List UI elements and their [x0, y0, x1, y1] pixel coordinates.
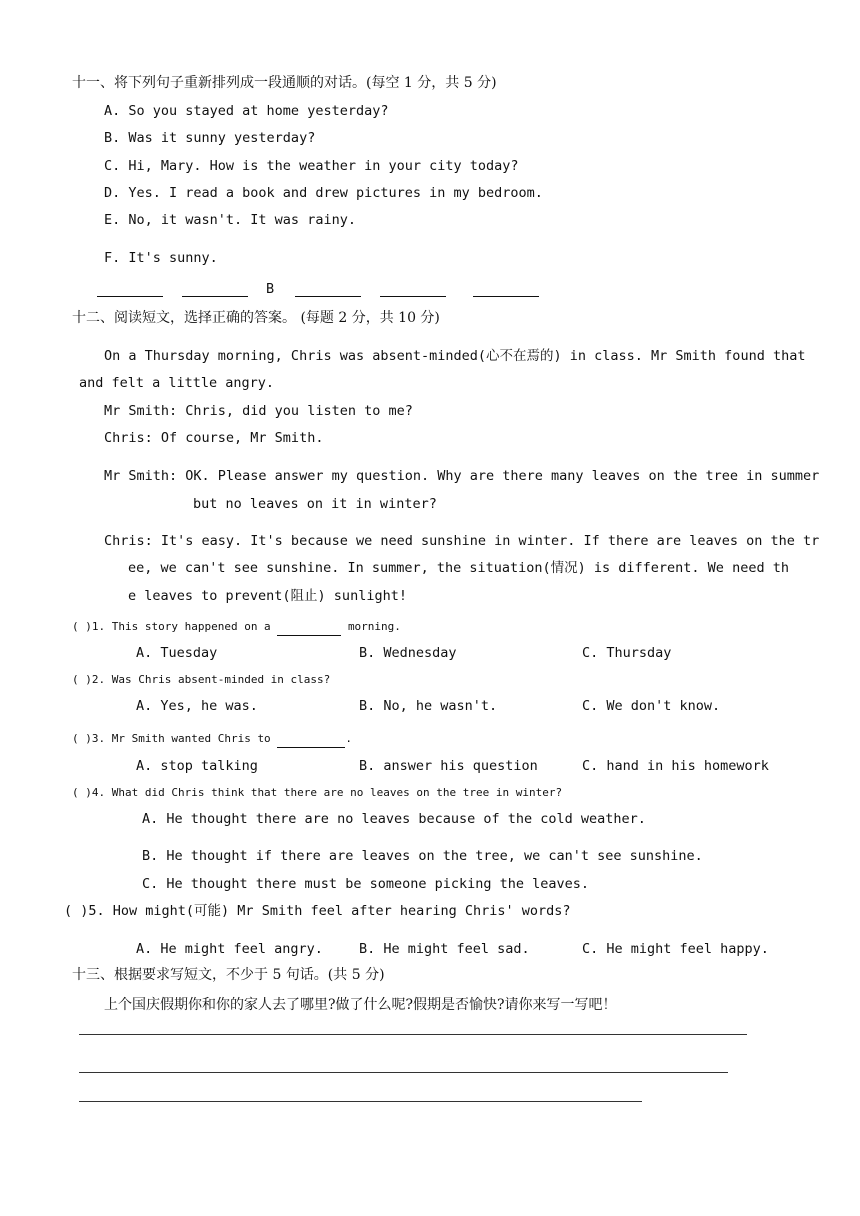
- answer-blank-3[interactable]: [295, 296, 361, 297]
- option-b[interactable]: B. Wednesday: [359, 645, 457, 661]
- sentence-d: D. Yes. I read a book and drew pictures in my bedroom.: [104, 185, 543, 201]
- answer-blank-2[interactable]: [182, 296, 248, 297]
- dialogue-line: Chris: Of course, Mr Smith.: [104, 430, 324, 446]
- section-12-heading: 十二、阅读短文，选择正确的答案。 (每题 2 分，共 10 分): [72, 310, 440, 326]
- passage-line: On a Thursday morning, Chris was absent-minded(心不在焉的) in class. Mr Smith found that: [104, 348, 806, 364]
- sentence-e: E. No, it wasn't. It was rainy.: [104, 212, 356, 228]
- answer-paren[interactable]: ( ): [72, 786, 92, 799]
- writing-line-1[interactable]: [79, 1034, 747, 1035]
- answer-blank-5[interactable]: [473, 296, 539, 297]
- answer-blank-4[interactable]: [380, 296, 446, 297]
- question-4: ( )4. What did Chris think that there are no leaves on the tree in winter?: [72, 786, 563, 799]
- writing-line-2[interactable]: [79, 1072, 728, 1073]
- answer-paren[interactable]: ( ): [72, 673, 92, 686]
- question-5: ( )5. How might(可能) Mr Smith feel after hearing Chris' words?: [64, 903, 571, 919]
- option-a[interactable]: A. Yes, he was.: [136, 698, 258, 714]
- answer-blank-1[interactable]: [97, 296, 163, 297]
- option-a[interactable]: A. He thought there are no leaves because of the cold weather.: [142, 811, 646, 827]
- answer-given-b: B: [266, 281, 275, 297]
- dialogue-line: but no leaves on it in winter?: [193, 496, 437, 512]
- question-2: ( )2. Was Chris absent-minded in class?: [72, 673, 331, 686]
- option-a[interactable]: A. Tuesday: [136, 645, 218, 661]
- option-c[interactable]: C. hand in his homework: [582, 758, 769, 774]
- option-c[interactable]: C. He might feel happy.: [582, 941, 769, 957]
- dialogue-line: Mr Smith: OK. Please answer my question. Why are there many leaves on the tree in summer: [104, 468, 820, 484]
- option-a[interactable]: A. He might feel angry.: [136, 941, 323, 957]
- answer-paren[interactable]: ( ): [64, 903, 89, 919]
- option-b[interactable]: B. He thought if there are leaves on the tree, we can't see sunshine.: [142, 848, 703, 864]
- writing-prompt: 上个国庆假期你和你的家人去了哪里?做了什么呢?假期是否愉快?请你来写一写吧！: [104, 997, 617, 1013]
- sentence-c: C. Hi, Mary. How is the weather in your city today?: [104, 158, 519, 174]
- question-1: ( )1. This story happened on a morning.: [72, 618, 401, 636]
- dialogue-line: e leaves to prevent(阻止) sunlight!: [128, 588, 407, 604]
- option-b[interactable]: B. He might feel sad.: [359, 941, 530, 957]
- option-c[interactable]: C. We don't know.: [582, 698, 721, 714]
- dialogue-line: ee, we can't see sunshine. In summer, the situation(情况) is different. We need th: [128, 560, 789, 576]
- dialogue-line: Mr Smith: Chris, did you listen to me?: [104, 403, 413, 419]
- option-b[interactable]: B. answer his question: [359, 758, 538, 774]
- dialogue-line: Chris: It's easy. It's because we need sunshine in winter. If there are leaves on the tr: [104, 533, 820, 549]
- fill-blank[interactable]: [277, 733, 345, 748]
- sentence-f: F. It's sunny.: [104, 250, 218, 266]
- section-13-heading: 十三、根据要求写短文，不少于 5 句话。(共 5 分): [72, 967, 385, 983]
- option-c[interactable]: C. Thursday: [582, 645, 672, 661]
- writing-line-3[interactable]: [79, 1101, 642, 1102]
- option-c[interactable]: C. He thought there must be someone picking the leaves.: [142, 876, 590, 892]
- question-3: ( )3. Mr Smith wanted Chris to .: [72, 730, 352, 748]
- option-a[interactable]: A. stop talking: [136, 758, 258, 774]
- passage-line: and felt a little angry.: [79, 375, 275, 391]
- answer-paren[interactable]: ( ): [72, 620, 92, 633]
- sentence-b: B. Was it sunny yesterday?: [104, 130, 316, 146]
- option-b[interactable]: B. No, he wasn't.: [359, 698, 498, 714]
- answer-paren[interactable]: ( ): [72, 732, 92, 745]
- sentence-a: A. So you stayed at home yesterday?: [104, 103, 389, 119]
- fill-blank[interactable]: [277, 621, 341, 636]
- section-11-heading: 十一、将下列句子重新排列成一段通顺的对话。(每空 1 分，共 5 分): [72, 75, 497, 91]
